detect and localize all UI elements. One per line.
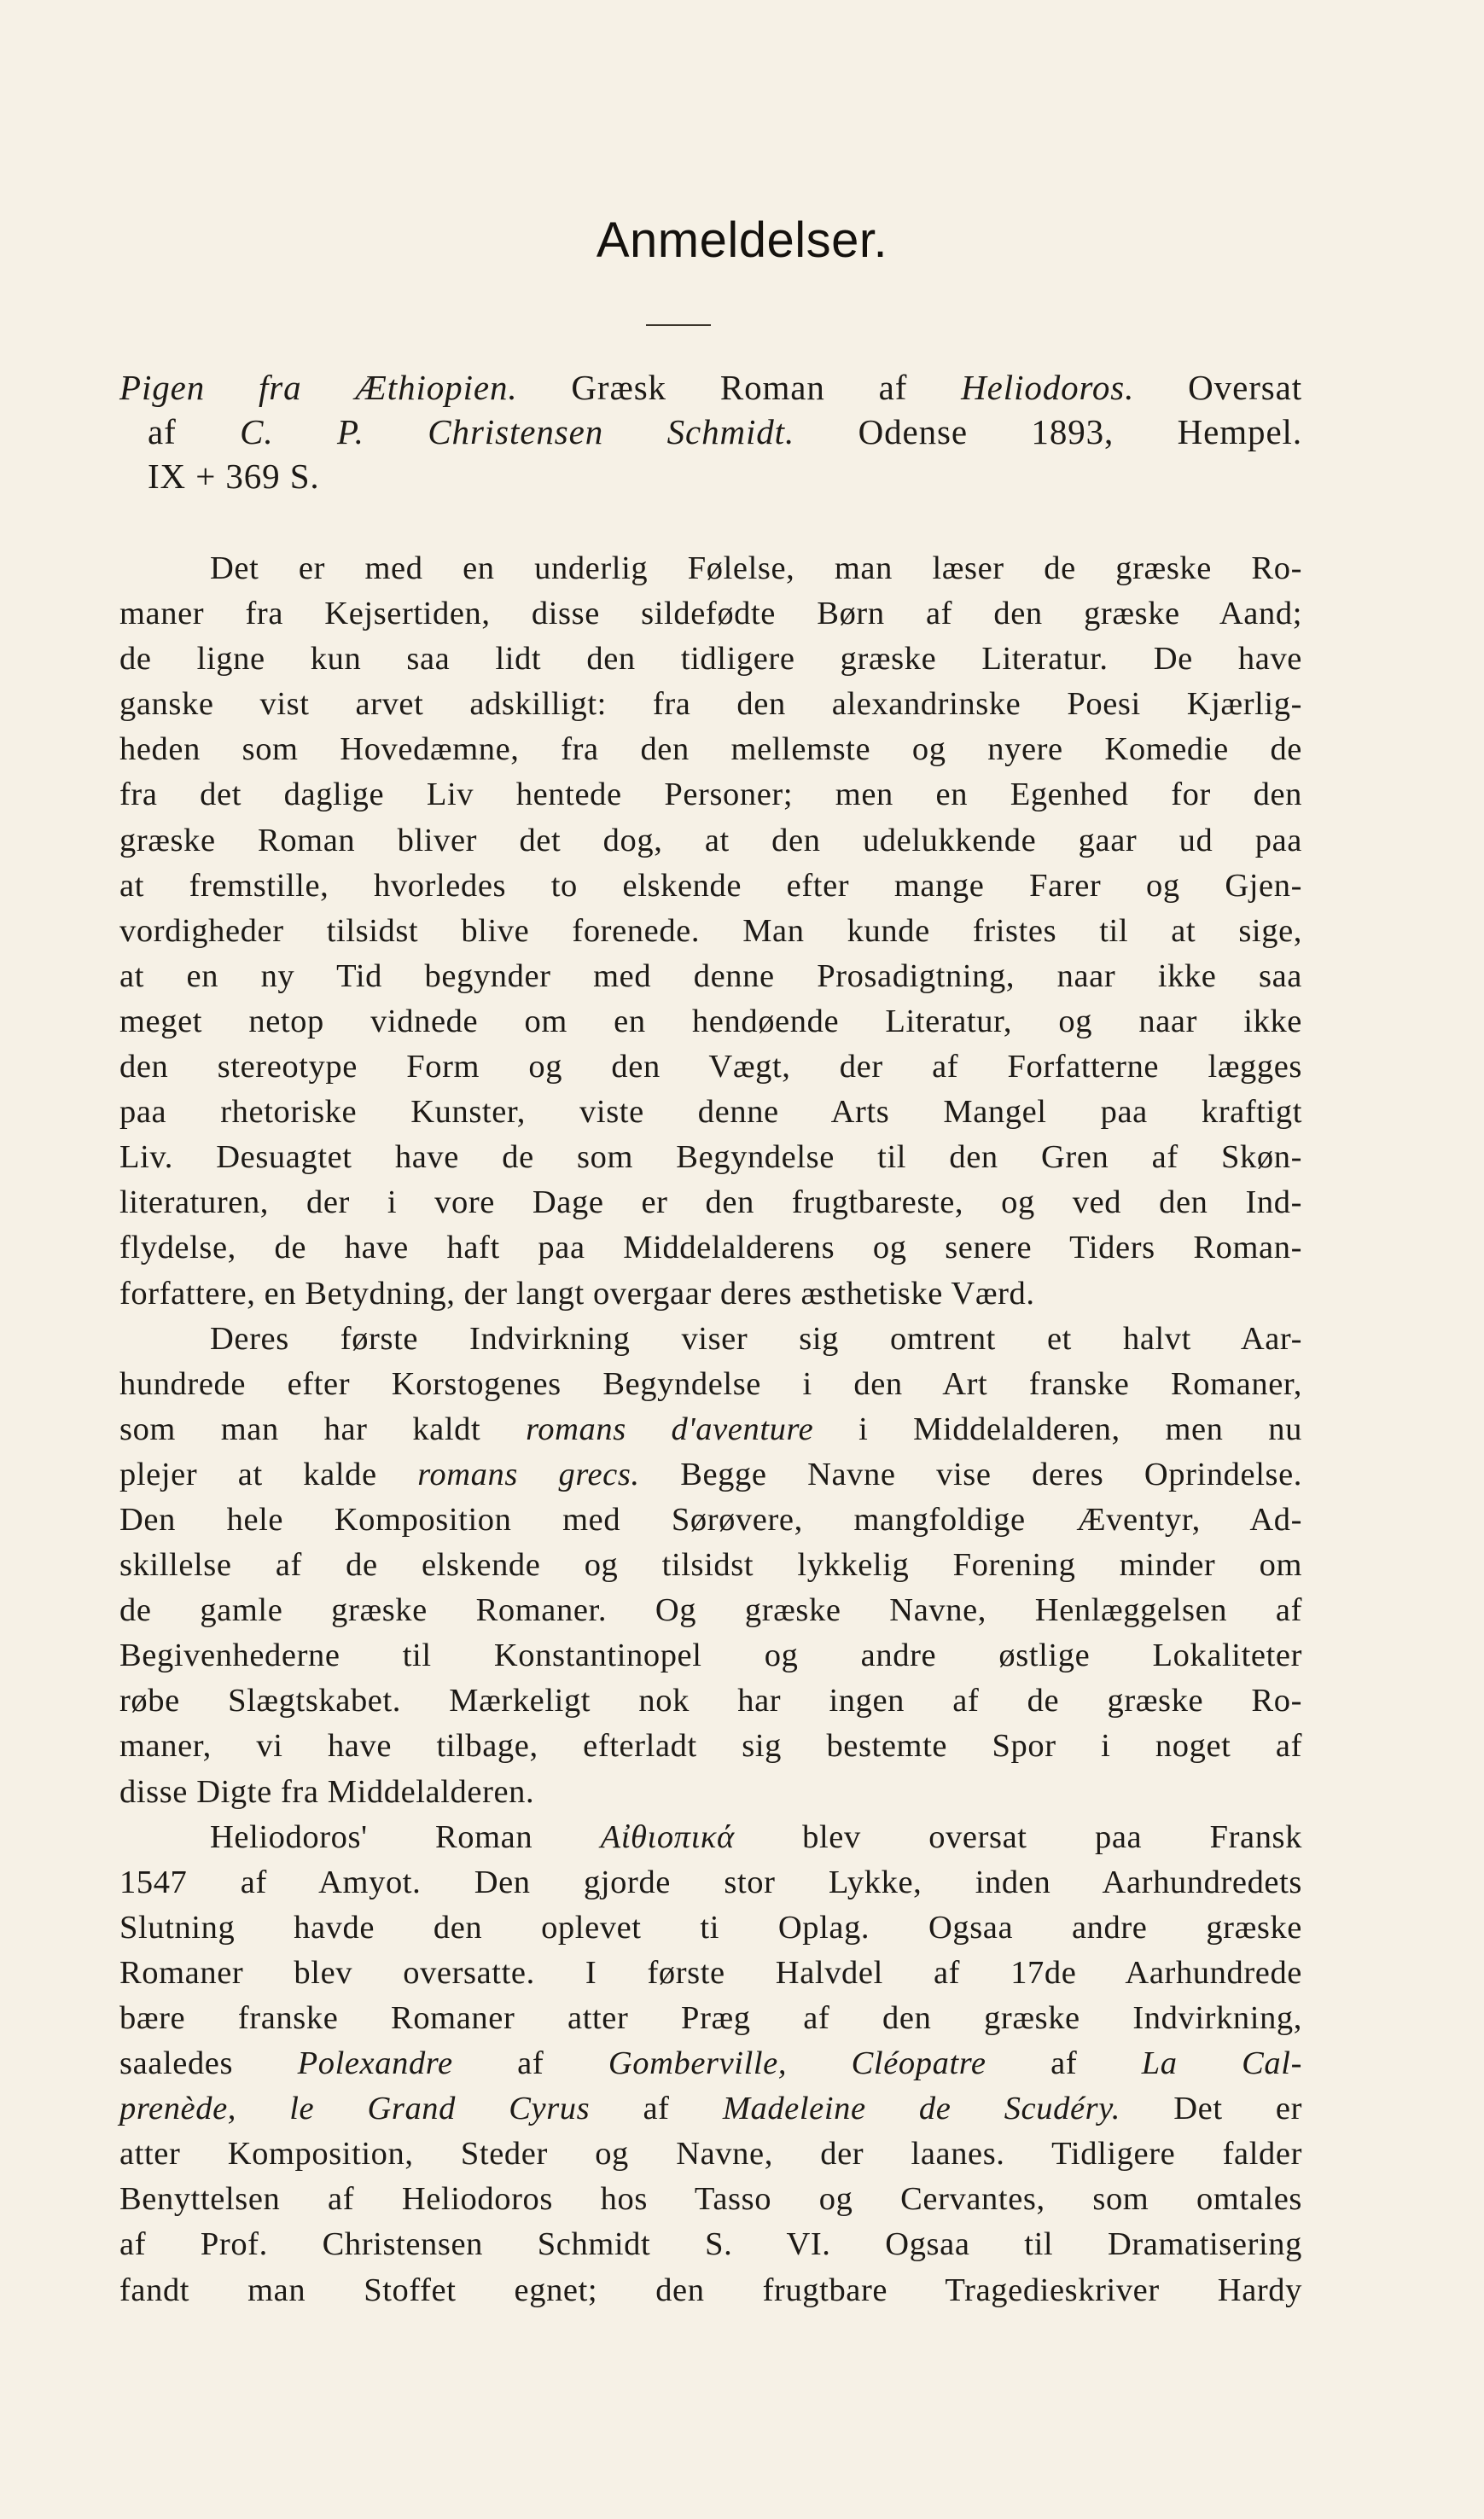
italic-text: Gomberville, Cléopatre: [608, 2045, 986, 2082]
text-run: Slutning havde den oplevet ti Oplag. Ogsaa andre græske: [119, 1909, 1302, 1946]
text-run: flydelse, de have haft paa Middelalderens og senere Tiders Roman-: [119, 1230, 1302, 1266]
body-line: [119, 1633, 1302, 1678]
body-line: [119, 1317, 1302, 1362]
text-run: Græsk Roman af: [517, 368, 962, 407]
text-run: at fremstille, hvorledes to elskende efter mange Farer og Gjen-: [119, 867, 1302, 904]
text-run: ganske vist arvet adskilligt: fra den alexandrinske Poesi Kjærlig-: [119, 686, 1302, 723]
italic-text: Pigen fra Æthiopien.: [119, 368, 518, 407]
italic-text: Heliodoros.: [961, 368, 1135, 407]
body-line: [119, 1271, 1302, 1317]
text-run: Begge Navne vise deres Oprindelse.: [639, 1456, 1302, 1492]
text-run: af: [452, 2045, 608, 2082]
body-line: [119, 546, 1302, 591]
body-line: [119, 1678, 1302, 1724]
text-run: literaturen, der i vore Dage er den frugtbareste, og ved den Ind-: [119, 1184, 1302, 1221]
text-run: af: [986, 2045, 1142, 2082]
text-run: saaledes: [119, 2045, 298, 2082]
body-line: [119, 1090, 1302, 1135]
text-run: maner fra Kejsertiden, disse sildefødte Børn af den græske Aand;: [119, 596, 1302, 632]
page-title: Anmeldelser.: [596, 212, 888, 268]
body-line: [119, 1724, 1302, 1769]
body-line: [119, 2222, 1302, 2267]
text-run: Odense 1893, Hempel.: [794, 412, 1302, 451]
italic-text: Madeleine de Scudéry.: [722, 2091, 1121, 2127]
text-run: skillelse af de elskende og tilsidst lykkelig Forening minder om: [119, 1547, 1302, 1584]
body-line: [119, 1815, 1302, 1860]
body-line: [119, 2132, 1302, 2177]
text-run: Den hele Komposition med Sørøvere, mangfoldige Æventyr, Ad-: [119, 1501, 1302, 1538]
text-run: blev oversat paa Fransk: [734, 1818, 1302, 1855]
text-run: Liv. Desuagtet have de som Begyndelse til den Gren af Skøn-: [119, 1139, 1302, 1176]
citation-line: [119, 365, 1302, 410]
body-line: [119, 727, 1302, 772]
body-line: [119, 1180, 1302, 1225]
body-line: [119, 1543, 1302, 1588]
body-line: [119, 682, 1302, 727]
text-run: Begivenhederne til Konstantinopel og andre østlige Lokaliteter: [119, 1638, 1302, 1674]
text-run: de ligne kun saa lidt den tidligere græske Literatur. De have: [119, 641, 1302, 678]
body-line: [119, 1135, 1302, 1180]
text-run: af Prof. Christensen Schmidt S. VI. Ogsaa til Dramatisering: [119, 2226, 1302, 2263]
text-run: heden som Hovedæmne, fra den mellemste og nyere Komedie de: [119, 731, 1302, 768]
text-run: 1547 af Amyot. Den gjorde stor Lykke, inden Aarhundredets: [119, 1864, 1302, 1900]
text-run: Benyttelsen af Heliodoros hos Tasso og Cervantes, som omtales: [119, 2181, 1302, 2218]
body-line: [119, 1225, 1302, 1271]
body-line: [119, 1498, 1302, 1543]
text-run: forfattere, en Betydning, der langt overgaar deres æsthetiske Værd.: [119, 1275, 1035, 1312]
body-line: [119, 864, 1302, 909]
text-run: af: [148, 412, 241, 451]
text-run: paa rhetoriske Kunster, viste denne Arts Mangel paa kraftigt: [119, 1094, 1302, 1131]
text-run: vordigheder tilsidst blive forenede. Man kunde fristes til at sige,: [119, 912, 1302, 949]
body-line: [119, 818, 1302, 864]
italic-text: Αἰθιοπικά: [600, 1818, 735, 1855]
body-line: [119, 2086, 1302, 2132]
italic-text: romans grecs.: [417, 1456, 640, 1492]
text-run: røbe Slægtskabet. Mærkeligt nok har ingen af de græske Ro-: [119, 1683, 1302, 1719]
body-line: [119, 1905, 1302, 1951]
text-run: Deres første Indvirkning viser sig omtrent et halvt Aar-: [210, 1320, 1302, 1357]
body-line: [119, 999, 1302, 1044]
text-run: at en ny Tid begynder med denne Prosadigtning, naar ikke saa: [119, 957, 1302, 994]
italic-text: La Cal-: [1141, 2045, 1303, 2082]
text-run: hundrede efter Korstogenes Begyndelse i den Art franske Romaner,: [119, 1365, 1302, 1402]
body-line: [119, 1407, 1302, 1452]
italic-text: romans d'aventure: [526, 1411, 814, 1447]
italic-text: Polexandre: [297, 2045, 453, 2082]
text-run: disse Digte fra Middelalderen.: [119, 1773, 535, 1810]
text-run: den stereotype Form og den Vægt, der af Forfatterne lægges: [119, 1049, 1302, 1085]
body-line: [119, 1588, 1302, 1633]
text-run: IX + 369 S.: [148, 457, 320, 496]
text-run: af: [590, 2091, 723, 2127]
body-line: [119, 2041, 1302, 2086]
text-run: plejer at kalde: [119, 1456, 418, 1492]
body-line: [119, 1951, 1302, 1996]
text-run: maner, vi have tilbage, efterladt sig bestemte Spor i noget af: [119, 1728, 1302, 1765]
body-line: [119, 2177, 1302, 2222]
citation-line: [119, 410, 1302, 454]
text-run: Romaner blev oversatte. I første Halvdel af 17de Aarhundrede: [119, 1954, 1302, 1991]
body-line: [119, 954, 1302, 999]
text-run: fra det daglige Liv hentede Personer; men en Egenhed for den: [119, 777, 1302, 813]
text-run: atter Komposition, Steder og Navne, der laanes. Tidligere falder: [119, 2136, 1302, 2173]
italic-text: prenède, le Grand Cyrus: [119, 2091, 591, 2127]
body-line: [119, 1044, 1302, 1090]
italic-text: C. P. Christensen Schmidt.: [240, 412, 795, 451]
body-line: [119, 772, 1302, 817]
text-run: i Middelalderen, men nu: [813, 1411, 1302, 1447]
body-line: [119, 1770, 1302, 1815]
text-run: Det er med en underlig Følelse, man læser de græske Ro-: [210, 550, 1302, 586]
text-run: græske Roman bliver det dog, at den udelukkende gaar ud paa: [119, 822, 1302, 858]
text-run: de gamle græske Romaner. Og græske Navne, Henlæggelsen af: [119, 1592, 1302, 1629]
body-line: [119, 1452, 1302, 1498]
book-citation: [119, 365, 1302, 498]
citation-line: [119, 454, 1302, 498]
text-run: fandt man Stoffet egnet; den frugtbare Tragedieskriver Hardy: [119, 2272, 1302, 2308]
body-line: [119, 1860, 1302, 1905]
text-run: Oversat: [1134, 368, 1302, 407]
text-run: Det er: [1120, 2091, 1302, 2127]
body-line: [119, 2268, 1302, 2313]
text-run: meget netop vidnede om en hendøende Literatur, og naar ikke: [119, 1003, 1302, 1039]
text-run: Heliodoros' Roman: [210, 1818, 601, 1855]
title-divider: [646, 324, 711, 326]
body-line: [119, 1362, 1302, 1407]
body-line: [119, 909, 1302, 954]
body-line: [119, 637, 1302, 682]
body-line: [119, 591, 1302, 637]
text-run: som man har kaldt: [119, 1411, 527, 1447]
review-body: [119, 546, 1302, 2313]
body-line: [119, 1996, 1302, 2041]
text-run: bære franske Romaner atter Præg af den græske Indvirkning,: [119, 2000, 1302, 2036]
